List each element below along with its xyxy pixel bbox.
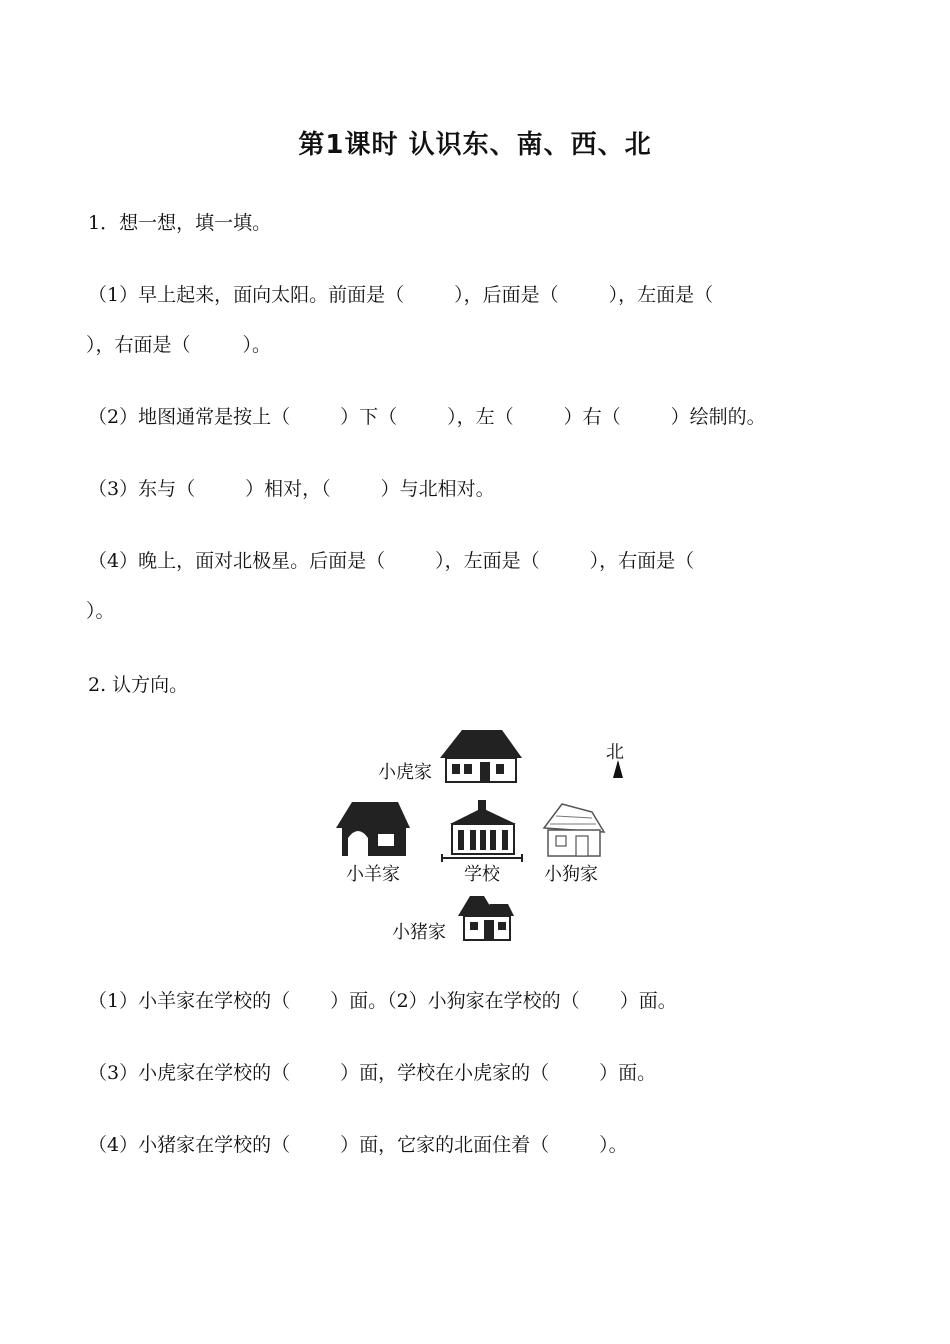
q2-item3-text-c: ）面。 [599,1062,657,1084]
q2-item3-text-a: （3）小虎家在学校的（ [88,1062,291,1084]
q2-item4-text-a: （4）小猪家在学校的（ [88,1134,291,1156]
q1-item2-text-d: ）右（ [563,406,621,428]
q1-item2-text-a: （2）地图通常是按上（ [88,406,291,428]
q1-item2-text-e: ）绘制的。 [670,406,766,428]
q2-heading: 2. 认方向。 [88,674,189,696]
school-building-icon [442,800,522,862]
q2-item4-text-c: ）。 [599,1134,628,1156]
q1-item1-line2 [86,330,271,357]
north-label: 北 [606,742,624,763]
q1-item1-text-e: ）。 [242,334,272,356]
q2-item1-text-b: ）面。（2）小狗家在学校的（ [330,990,580,1012]
sheep-home-label: 小羊家 [346,864,400,885]
q2-item4-text-b: ）面，它家的北面住着（ [340,1134,550,1156]
map-drawing [330,720,630,950]
direction-map [330,720,630,950]
pig-house-icon [458,896,514,940]
dog-home-label: 小狗家 [544,864,598,885]
q2-item4 [88,1130,628,1157]
tiger-home-label: 小虎家 [378,762,432,783]
q1-item3-text-a: （3）东与（ [88,478,196,500]
q2-item1 [88,986,677,1013]
q1-item1-text-c: ），左面是（ [608,284,714,306]
school-label: 学校 [464,864,500,885]
q2-item3 [88,1058,656,1085]
q1-item3-text-c: ）与北相对。 [380,478,495,500]
dog-house-icon [544,804,604,856]
q1-item2-text-b: ）下（ [340,406,398,428]
q1-item4-text-d: ）。 [86,600,115,622]
sheep-house-icon [336,802,410,856]
q1-item2-text-c: ），左（ [447,406,514,428]
page-title: 第1课时 认识东、南、西、北 [298,130,652,160]
tiger-house-icon [440,730,522,782]
q1-item3-text-b: ）相对，（ [245,478,331,500]
q1-item2 [88,402,766,429]
q1-item1-line1 [88,280,713,307]
q1-item1-text-a: （1）早上起来，面向太阳。前面是（ [88,284,405,306]
q1-item1-text-d: ），右面是（ [86,334,191,356]
q1-item4-text-b: ），左面是（ [435,550,540,572]
q1-item3 [88,474,495,501]
q2-item3-text-b: ）面，学校在小虎家的（ [340,1062,550,1084]
q2-item1-text-c: ）面。 [619,990,677,1012]
q1-item4-line1 [88,546,694,573]
q2-item1-text-a: （1）小羊家在学校的（ [88,990,291,1012]
q1-item4-text-a: （4）晚上，面对北极星。后面是（ [88,550,386,572]
q1-item4-line2 [86,596,115,623]
pig-home-label: 小猪家 [392,922,446,943]
q1-heading: 1．想一想，填一填。 [88,212,272,234]
q1-item1-text-b: ），后面是（ [454,284,559,306]
q1-item4-text-c: ），右面是（ [589,550,695,572]
